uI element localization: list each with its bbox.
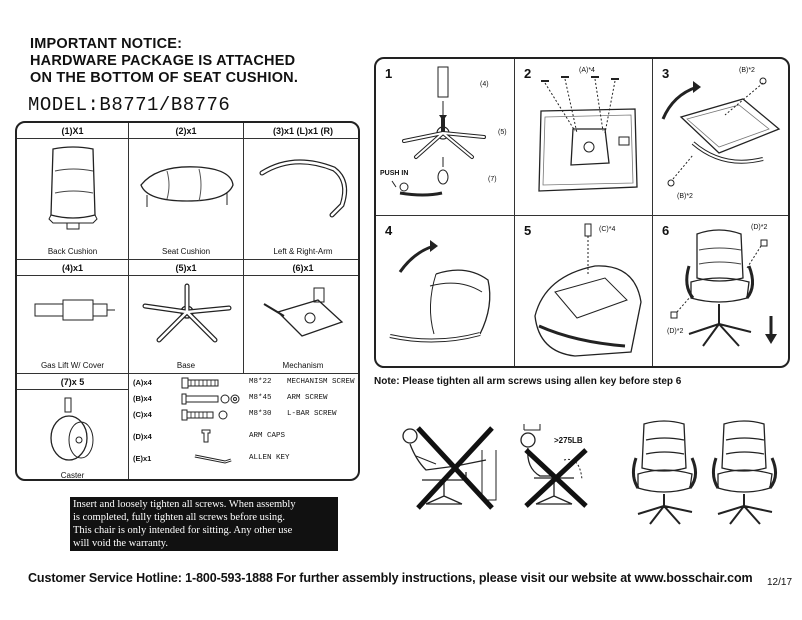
part-caster [17,374,129,481]
step-number: 4 [385,223,393,238]
hardware-spec: M8*22 [249,378,272,386]
step-6-drawing [653,216,790,368]
hardware-code: (E)x1 [133,454,152,463]
step-label: (4) [480,81,489,88]
step-label: (D)*2 [751,224,768,231]
part-qty: (5)x1 [129,260,243,276]
arm-screw-icon [181,393,241,405]
step-label: (B)*2 [677,193,693,200]
part-qty: (2)x1 [129,123,243,139]
caster-drawing [43,394,103,464]
step-label: (5) [498,129,507,136]
part-base [129,260,244,374]
assembly-note: Note: Please tighten all arm screws using allen key before step 6 [374,376,682,387]
warning-line-1: Insert and loosely tighten all screws. When assembly [73,499,296,510]
part-gas-lift [17,260,129,374]
gas-lift-drawing [31,290,117,330]
hardware-row [131,391,360,407]
part-qty: (6)x1 [244,260,360,276]
lbar-screw-icon [181,409,231,421]
hardware-desc: ALLEN KEY [249,454,290,462]
page-number: 12/17 [767,577,793,588]
warning-line-2: is completed, fully tighten all screws before using. [73,512,285,523]
step-4 [376,216,515,368]
step-number: 3 [662,66,670,81]
step-2 [515,59,653,216]
part-arm [244,123,360,260]
hardware-desc: ARM CAPS [249,432,286,440]
step-1 [376,59,515,216]
notice-line-2: HARDWARE PACKAGE IS ATTACHED [30,53,296,69]
hardware-row [131,429,360,445]
arm-drawing [254,151,354,221]
warning-line-3: This chair is only intended for sitting. Any other use [73,525,293,536]
important-notice [30,36,298,87]
step-label: (C)*4 [599,226,616,233]
part-name: Mechanism [282,361,324,370]
mechanism-screw-icon [181,377,221,389]
part-seat-cushion [129,123,244,260]
base-drawing [137,280,237,350]
part-name: Caster [60,471,85,480]
part-name: Left & Right-Arm [273,247,333,256]
hardware-row [131,375,360,391]
step-6 [653,216,790,368]
weight-limit-label: >275LB [554,436,583,445]
hardware-spec: M8*30 [249,410,272,418]
hardware-list [131,375,360,481]
part-qty: (7)x 5 [17,374,128,390]
weight-limit-illustration [510,420,620,515]
mechanism-drawing [258,282,350,352]
back-cushion-drawing [45,145,101,231]
hardware-desc: L-BAR SCREW [287,410,337,418]
hardware-row [131,451,360,467]
part-qty: (1)X1 [17,123,128,139]
notice-line-3: ON THE BOTTOM OF SEAT CUSHION. [30,70,299,86]
step-label: (A)*4 [579,67,595,74]
step-5 [515,216,653,368]
seat-cushion-drawing [137,155,237,215]
parts-list [15,121,360,481]
model-number: MODEL:B8771/B8776 [28,94,231,116]
hardware-code: (B)x4 [133,394,152,403]
step-number: 2 [524,66,532,81]
customer-service-footer: Customer Service Hotline: 1-800-593-1888 For further assembly instructions, please visit our website at www.bosschair.com [28,571,753,585]
part-name: Seat Cushion [161,247,211,256]
notice-line-1: IMPORTANT NOTICE: [30,36,183,52]
no-feet-on-chair-illustration [396,420,506,515]
hardware-spec: M8*45 [249,394,272,402]
part-qty: (4)x1 [17,260,128,276]
step-number: 5 [524,223,532,238]
step-1-drawing [376,59,515,216]
step-4-drawing [376,216,515,368]
hardware-code: (D)x4 [133,432,152,441]
hardware-code: (A)x4 [133,378,152,387]
step-3 [653,59,790,216]
part-name: Back Cushion [47,247,98,256]
step-number: 6 [662,223,670,238]
step-label: (D)*2 [667,328,684,335]
part-mechanism [244,260,360,374]
step-5-drawing [515,216,653,368]
warning-line-4: will void the warranty. [73,538,168,549]
step-label: (B)*2 [739,67,755,74]
part-qty: (3)x1 (L)x1 (R) [244,123,360,139]
part-name: Base [176,361,196,370]
part-name: Gas Lift W/ Cover [40,361,105,370]
hardware-code: (C)x4 [133,410,152,419]
step-2-drawing [515,59,653,216]
step-3-drawing [653,59,790,216]
hardware-desc: ARM SCREW [287,394,328,402]
hardware-row [131,407,360,423]
step-label: PUSH IN [380,170,409,177]
warning-text [70,497,338,551]
hardware-desc: MECHANISM SCREW [287,378,355,386]
arm-cap-icon [199,429,213,443]
assembly-steps [374,57,790,368]
step-label: (7) [488,176,497,183]
part-back-cushion [17,123,129,260]
step-number: 1 [385,66,393,81]
allen-key-icon [193,452,233,466]
finished-chairs-illustration [630,418,790,528]
